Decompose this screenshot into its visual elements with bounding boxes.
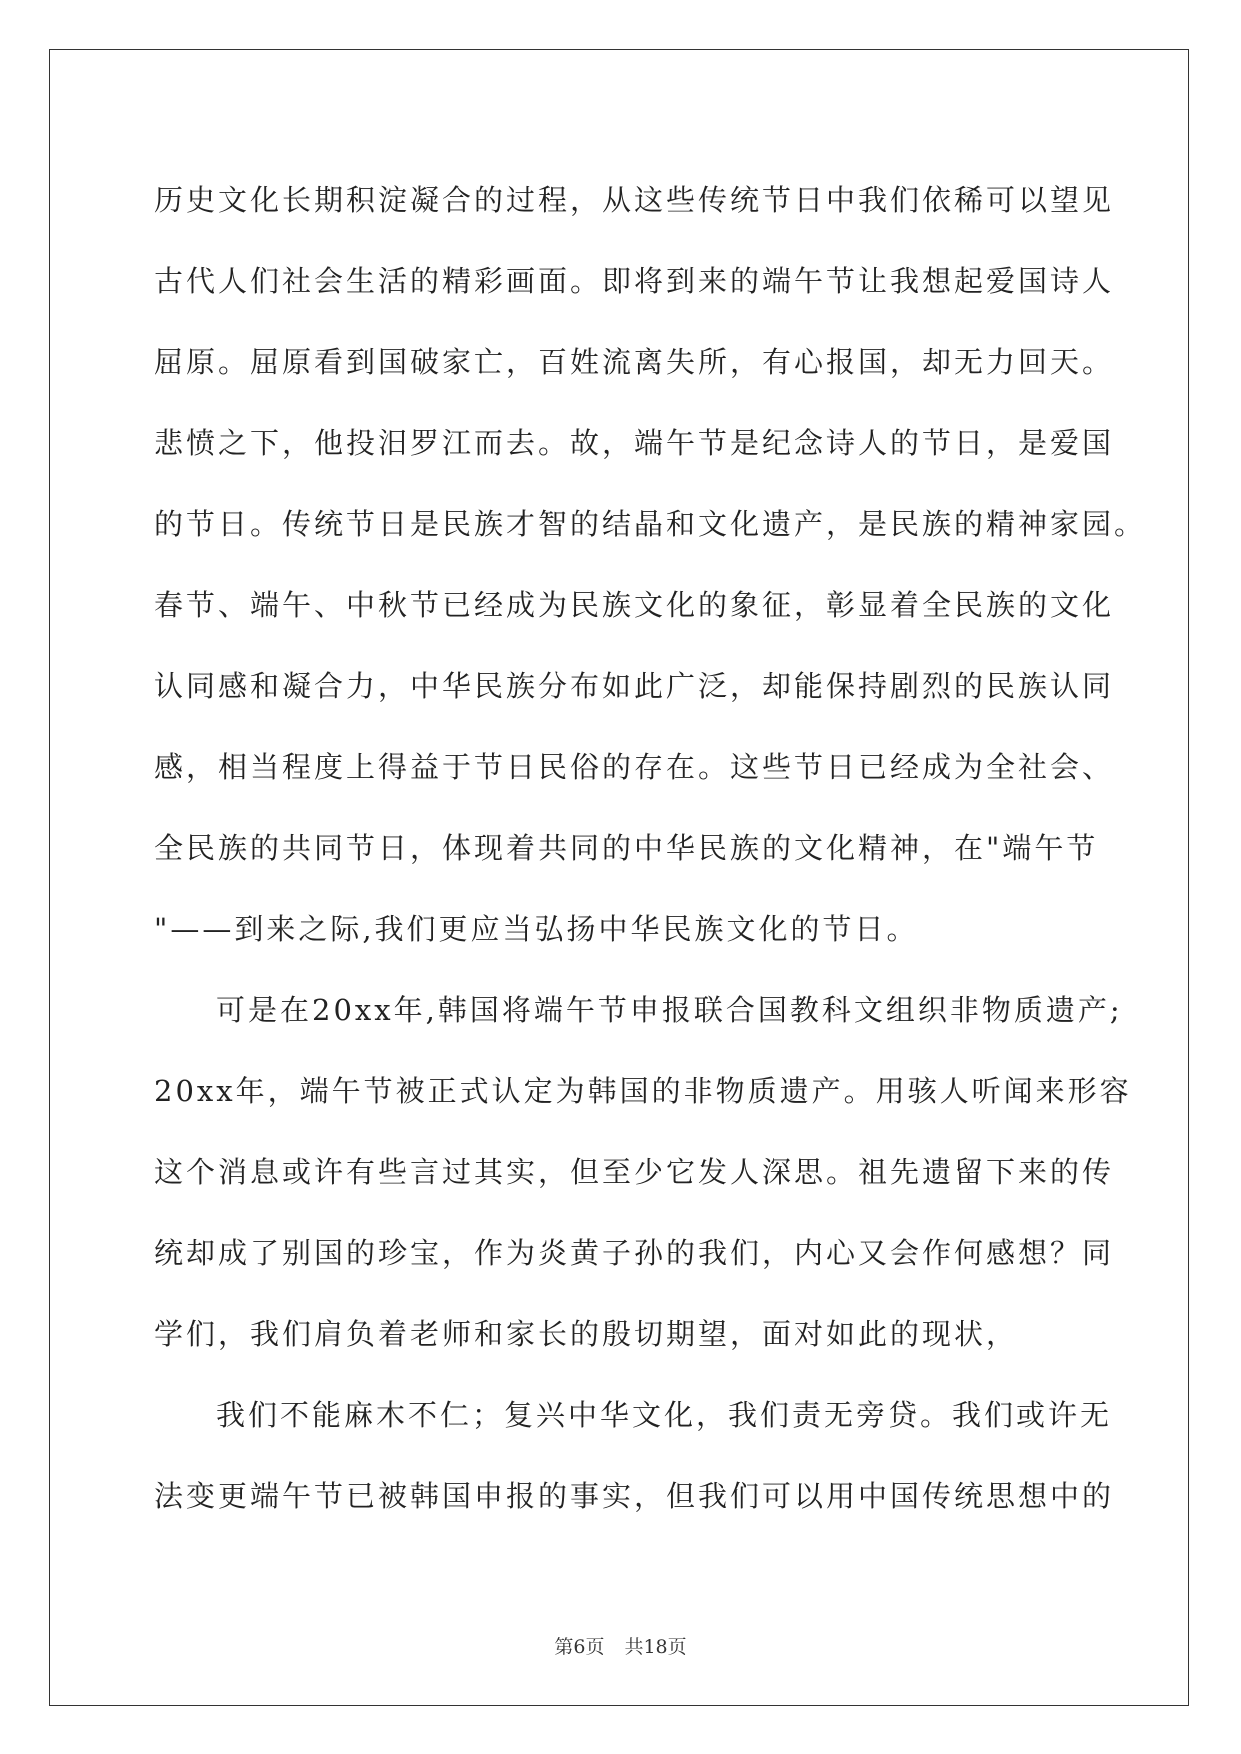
text-line: 悲愤之下，他投汨罗江而去。故，端午节是纪念诗人的节日，是爱国 [154,426,1115,460]
text-line: 学们，我们肩负着老师和家长的殷切期望，面对如此的现状， [154,1317,1019,1351]
page-footer [0,1632,1241,1659]
text-line: 历史文化长期积淀凝合的过程，从这些传统节日中我们依稀可以望见 [154,183,1115,217]
text-line: 这个消息或许有些言过其实，但至少它发人深思。祖先遗留下来的传 [154,1155,1115,1189]
text-line: 春节、端午、中秋节已经成为民族文化的象征，彰显着全民族的文化 [154,588,1115,622]
text-line: 20xx年，端午节被正式认定为韩国的非物质遗产。用骇人听闻来形容 [154,1074,1132,1108]
text-line: 古代人们社会生活的精彩画面。即将到来的端午节让我想起爱国诗人 [154,264,1115,298]
text-line: 统却成了别国的珍宝，作为炎黄子孙的我们，内心又会作何感想？同 [154,1236,1115,1270]
text-line: 全民族的共同节日，体现着共同的中华民族的文化精神，在"端午节 [154,831,1099,865]
text-line: 认同感和凝合力，中华民族分布如此广泛，却能保持剧烈的民族认同 [154,669,1115,703]
page-number: 第6页 [554,1636,605,1658]
text-line: 屈原。屈原看到国破家亡，百姓流离失所，有心报国，却无力回天。 [154,345,1115,379]
text-line: 感，相当程度上得益于节日民俗的存在。这些节日已经成为全社会、 [154,750,1115,784]
document-body [154,160,1147,1537]
paragraph-start-line: 我们不能麻木不仁；复兴中华文化，我们责无旁贷。我们或许无 [216,1398,1113,1432]
page-total: 共18页 [624,1636,687,1658]
text-line: 的节日。传统节日是民族才智的结晶和文化遗产，是民族的精神家园。 [154,507,1147,541]
text-line: "——到来之际,我们更应当弘扬中华民族文化的节日。 [154,912,919,946]
paragraph-start-line: 可是在20xx年,韩国将端午节申报联合国教科文组织非物质遗产; [216,993,1123,1027]
text-line: 法变更端午节已被韩国申报的事实，但我们可以用中国传统思想中的 [154,1479,1115,1513]
